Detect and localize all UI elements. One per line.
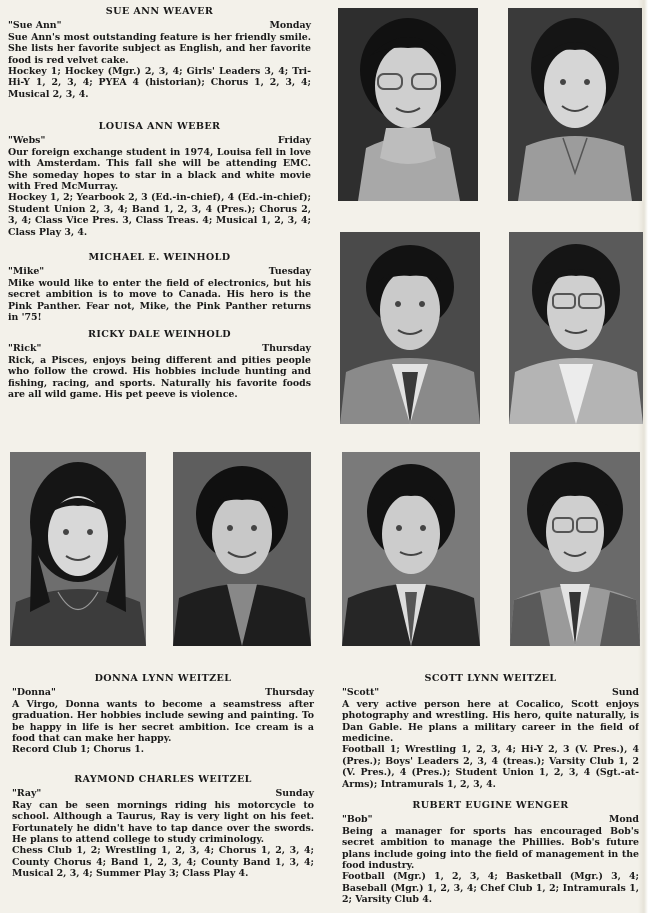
- day: Tuesday: [268, 266, 311, 278]
- entry-rubert-wenger: [342, 800, 639, 910]
- activities: Hockey 1, 2; Yearbook 2, 3 (Ed.-in-chief), 4 (Ed.-in-chief); Student Union 2, 3, 4; Band 1, 2, 3, 4 (Pres.); Chorus 2, 3, 4; Class Vice Pres. 3, Class Treas. 4; Musical 1, 2, 3, 4; Class Play 3, 4.: [8, 192, 311, 238]
- nickname: "Webs": [8, 135, 46, 147]
- student-name: RUBERT EUGINE WENGER: [412, 800, 569, 811]
- entry-header: [8, 266, 311, 277]
- student-name: SCOTT LYNN WEITZEL: [424, 673, 557, 684]
- portrait-raymond-weitzel: [173, 452, 311, 646]
- bio: Mike would like to enter the field of electronics, but his secret ambition is to move to Canada. His hero is the Pink Panther. Fear not, Mike, the Pink Panther returns in '75!: [8, 277, 311, 324]
- day: Friday: [277, 135, 311, 147]
- nickname: "Bob": [342, 814, 373, 826]
- portrait-louisa-weber: [508, 8, 642, 201]
- bio: Sue Ann's most outstanding feature is her friendly smile. She lists her favorite subject as English, and her favorite food is red velvet cake.: [8, 31, 311, 66]
- student-name: SUE ANN WEAVER: [105, 6, 214, 17]
- activities: Hockey 1; Hockey (Mgr.) 2, 3, 4; Girls' Leaders 3, 4; Tri-Hi-Y 1, 2, 3, 4; PYEA 4 (historian); Chorus 1, 2, 3, 4; Musical 2, 3, 4.: [8, 66, 311, 100]
- nickname: "Scott": [342, 687, 380, 699]
- nickname: "Rick": [8, 343, 42, 355]
- day: Sunday: [275, 788, 314, 800]
- nickname: "Mike": [8, 266, 45, 278]
- entry-scott-weitzel: [342, 673, 639, 799]
- entry-header: [8, 20, 311, 31]
- entry-header: [8, 135, 311, 146]
- entry-raymond-weitzel: [12, 774, 314, 880]
- activities: Record Club 1; Chorus 1.: [12, 744, 144, 756]
- portrait-michael-weinhold: [340, 232, 480, 424]
- entry-header: [342, 814, 639, 825]
- entry-donna-weitzel: [12, 673, 314, 756]
- nickname: "Ray": [12, 788, 42, 800]
- entry-header: [342, 687, 639, 698]
- day: Monday: [269, 20, 311, 32]
- portrait-scott-weitzel: [342, 452, 480, 646]
- student-name: RAYMOND CHARLES WEITZEL: [74, 774, 252, 785]
- student-name: DONNA LYNN WEITZEL: [94, 673, 232, 684]
- entry-header: [12, 788, 314, 799]
- portrait-ricky-weinhold: [509, 232, 643, 424]
- nickname: "Donna": [12, 687, 56, 699]
- entry-sue-ann-weaver: [8, 6, 311, 100]
- student-name: LOUISA ANN WEBER: [98, 121, 221, 132]
- activities: Football (Mgr.) 1, 2, 3, 4; Basketball (Mgr.) 3, 4; Baseball (Mgr.) 1, 2, 3, 4; Chef Club 1, 2; Intramurals 1, 2; Varsity Club 4.: [342, 871, 639, 906]
- activities: Chess Club 1, 2; Wrestling 1, 2, 3, 4; Chorus 1, 2, 3, 4; County Chorus 4; Band 1, 2, 3, 4; County Band 1, 3, 4; Musical 2, 3, 4; Summer Play 3; Class Play 4.: [12, 845, 314, 880]
- bio: Being a manager for sports has encouraged Bob's secret ambition to manage the Phillies. Bob's future plans include going into the field of management in the food industry.: [342, 825, 639, 872]
- portrait-sue-ann-weaver: [338, 8, 478, 201]
- bio: A Virgo, Donna wants to become a seamstress after graduation. Her hobbies include sewing and painting. To be happy in life is her secret ambition. Ice cream is a food that can make her happy.: [12, 698, 314, 745]
- day: Thursday: [265, 687, 314, 699]
- day: Sund: [612, 687, 639, 699]
- activities: Football 1; Wrestling 1, 2, 3, 4; Hi-Y 2, 3 (V. Pres.), 4 (Pres.); Boys' Leaders 2, 3, 4 (treas.); Varsity Club 1, 2 (V. Pres.), 4 (Pres.); Student Union 1, 2, 3, 4 (Sgt.-at-Arms); Intramurals 1, 2, 3, 4.: [342, 744, 639, 790]
- portrait-donna-weitzel: [10, 452, 146, 646]
- bio: A very active person here at Cocalico, Scott enjoys photography and wrestling. His hero, quite naturally, is Dan Gable. He plans a military career in the field of medicine.: [342, 698, 639, 745]
- entry-header: [8, 343, 311, 354]
- bio: Rick, a Pisces, enjoys being different and pities people who follow the crowd. His hobbies include hunting and fishing, racing, and sports. Naturally his favorite foods are all wild game. His pet peeve is violence.: [8, 354, 311, 401]
- day: Mond: [608, 814, 639, 826]
- student-name: RICKY DALE WEINHOLD: [88, 329, 231, 340]
- student-name: MICHAEL E. WEINHOLD: [88, 252, 231, 263]
- bio: Ray can be seen mornings riding his motorcycle to school. Although a Taurus, Ray is very light on his feet. Fortunately he didn't have to tap dance over the swords. He plans to attend college to study criminology.: [12, 799, 314, 846]
- entry-ricky-weinhold: [8, 329, 311, 400]
- bio: Our foreign exchange student in 1974, Louisa fell in love with Amsterdam. This fall she will be attending EMC. She someday hopes to star in a black and white movie with Fred McMurray.: [8, 146, 311, 193]
- entry-header: [12, 687, 314, 698]
- nickname: "Sue Ann": [8, 20, 62, 32]
- portrait-rubert-wenger: [510, 452, 640, 646]
- day: Thursday: [262, 343, 311, 355]
- entry-louisa-ann-weber: [8, 121, 311, 238]
- entry-michael-weinhold: [8, 252, 311, 323]
